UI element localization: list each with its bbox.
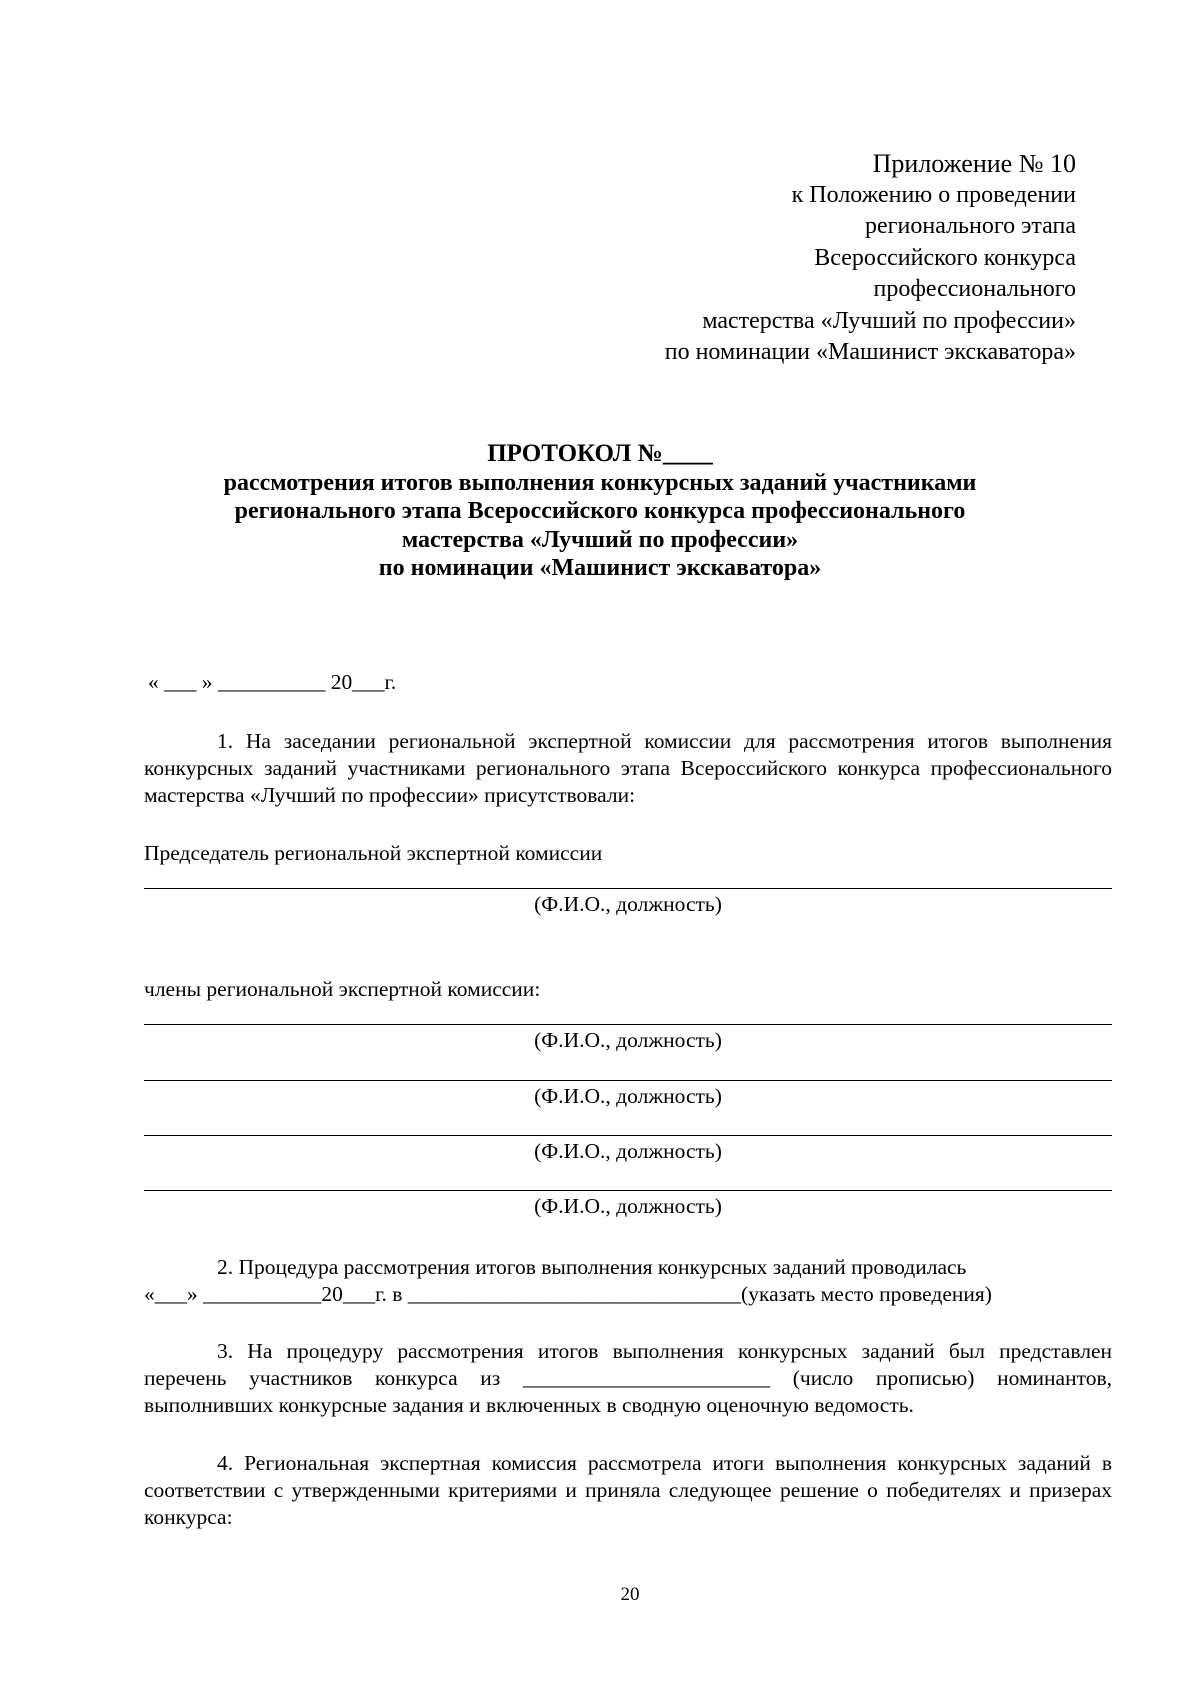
member-fio-caption: (Ф.И.О., должность) (534, 1139, 722, 1163)
member-signature-line (144, 1080, 1112, 1081)
appendix-header (665, 148, 1076, 369)
title-line: по номинации «Машинист экскаватора» (378, 555, 822, 581)
item-1-paragraph: 1. На заседании региональной экспертной комиссии для рассмотрения итогов выполнения конкурсных заданий участниками регионального этапа Всероссийского конкурса профессионального мастерства «Лучший по профессии» присутствовали: (144, 729, 1112, 807)
title-line: рассмотрения итогов выполнения конкурсных заданий участниками (223, 469, 977, 496)
appendix-line: по номинации «Машинист экскаватора» (664, 339, 1076, 365)
chairman-fio-caption: (Ф.И.О., должность) (534, 892, 722, 916)
member-fio-caption: (Ф.И.О., должность) (534, 1084, 722, 1108)
date-line: « ___ » __________ 20___г. (148, 670, 397, 694)
item-2-first-line (144, 1254, 1112, 1281)
member-fio-caption: (Ф.И.О., должность) (534, 1194, 722, 1218)
title-line: мастерства «Лучший по профессии» (401, 526, 799, 553)
member-signature-line (144, 1135, 1112, 1136)
item-3-paragraph: 3. На процедуру рассмотрения итогов выполнения конкурсных заданий был представлен перечень участников конкурса из _______________________ (число прописью) номинантов, выполнивших конкурсные задания и включенных в сводную оценочную ведомость. (144, 1339, 1112, 1417)
chairman-signature-line (144, 888, 1112, 889)
appendix-line: регионального этапа (865, 213, 1076, 239)
document-title (140, 440, 1060, 583)
appendix-line: Приложение № 10 (872, 149, 1076, 178)
member-fio-caption: (Ф.И.О., должность) (534, 1028, 722, 1052)
member-signature-line (144, 1024, 1112, 1025)
item-4-paragraph: 4. Региональная экспертная комиссия рассмотрела итоги выполнения конкурсных заданий в соответствии с утвержденными критериями и приняла следующее решение о победителях и призерах конкурса: (144, 1451, 1112, 1529)
item-2-text: 2. Процедура рассмотрения итогов выполнения конкурсных заданий проводилась (217, 1255, 967, 1279)
title-line: регионального этапа Всероссийского конкурса профессионального (234, 498, 966, 524)
appendix-line: Всероссийского конкурса (814, 244, 1076, 271)
appendix-line: мастерства «Лучший по профессии» (702, 307, 1076, 334)
appendix-line: профессионального (873, 276, 1076, 302)
protocol-heading: ПРОТОКОЛ №____ (487, 440, 713, 467)
members-label: члены региональной экспертной комиссии: (144, 977, 541, 1001)
page-number: 20 (620, 1584, 640, 1605)
member-signature-line (144, 1190, 1112, 1191)
appendix-line: к Положению о проведении (791, 181, 1076, 208)
chairman-label: Председатель региональной экспертной комиссии (144, 841, 603, 865)
item-2-second-line: «___» ___________20___г. в _______________________________(указать место проведения) (144, 1282, 992, 1306)
